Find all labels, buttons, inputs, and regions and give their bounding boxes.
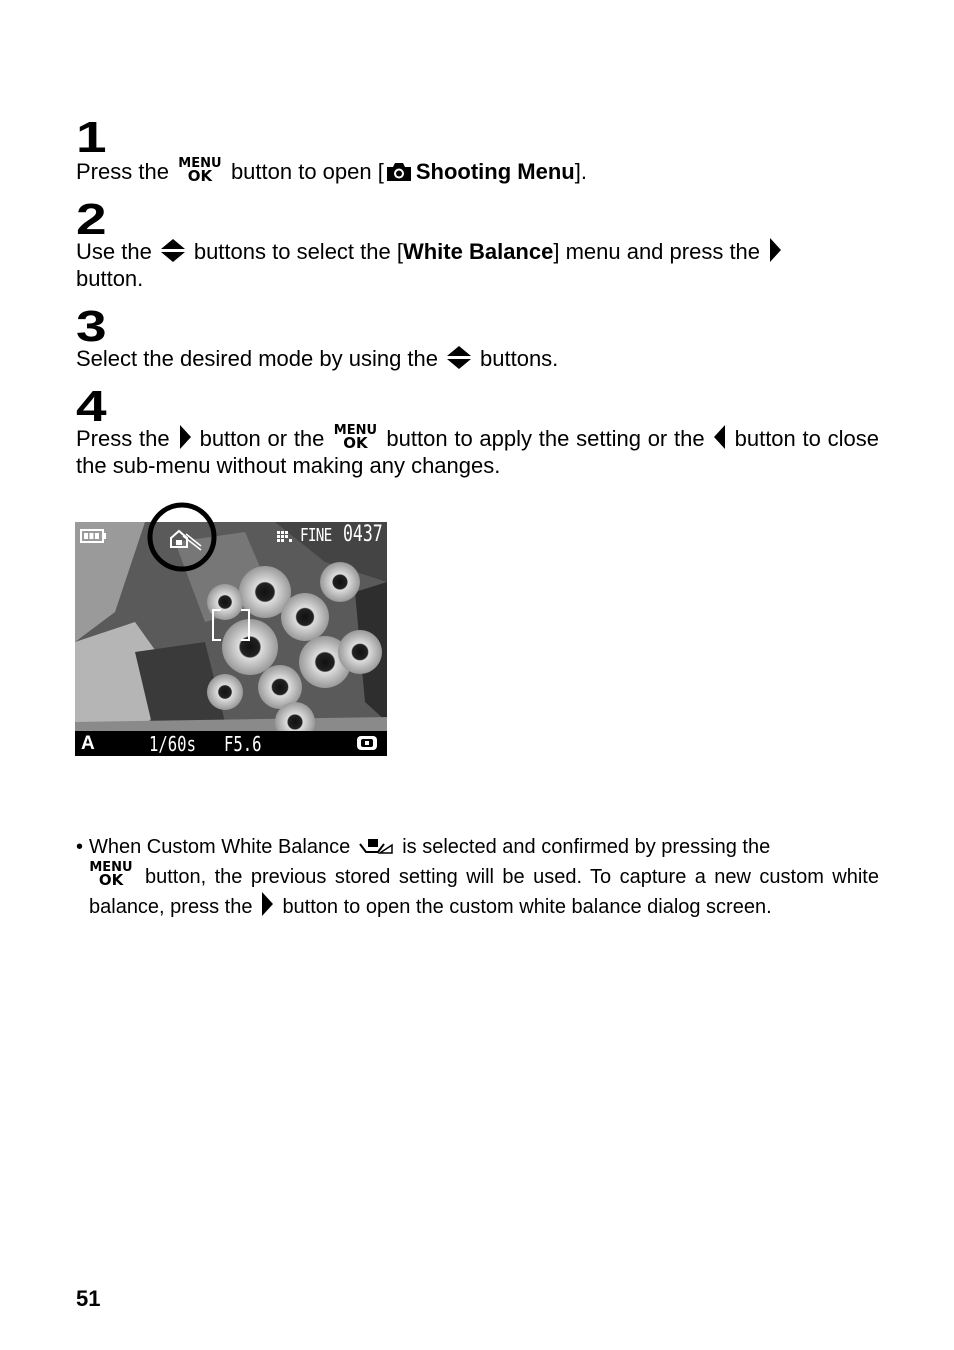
up-down-arrows-icon <box>160 238 186 262</box>
step-number-3: 3 <box>76 302 107 351</box>
right-arrow-icon <box>178 425 192 449</box>
menu-ok-button-icon: MENU OK <box>333 423 378 452</box>
metering-icon <box>357 736 377 750</box>
custom-white-balance-icon <box>358 836 394 856</box>
step-2-part: button. <box>76 266 144 291</box>
right-arrow-icon <box>768 238 782 262</box>
step-1-part: Press the <box>76 159 169 184</box>
page-number: 51 <box>76 1286 101 1311</box>
highlight-circle <box>142 497 222 577</box>
menu-ok-button-icon: MENU OK <box>178 156 222 185</box>
lcd-preview-image <box>75 522 387 756</box>
aperture-value: F5.6 <box>224 732 262 756</box>
step-text-4 <box>76 425 879 479</box>
left-arrow-icon <box>713 425 727 449</box>
step-1-part: ]. <box>574 159 587 184</box>
note-part: button to open the custom white balance dialog screen. <box>282 896 772 918</box>
step-text-2 <box>76 238 879 292</box>
bullet: • <box>76 836 84 858</box>
menu-ok-button-icon: MENU OK <box>89 860 133 889</box>
camera-lcd-screen <box>75 522 387 756</box>
camera-icon <box>386 162 412 182</box>
note-part: is selected and confirmed by pressing the <box>402 836 771 858</box>
step-2-part: buttons to select the [ <box>193 239 403 264</box>
shooting-menu-label: Shooting Menu <box>415 159 575 184</box>
step-3-part: buttons. <box>480 346 559 371</box>
note-paragraph <box>76 832 879 922</box>
shots-remaining: 0437 <box>343 522 383 547</box>
right-arrow-icon <box>260 892 274 916</box>
step-4-part: button to close the sub-menu without making any changes. <box>76 426 879 478</box>
step-number-2: 2 <box>76 195 107 244</box>
step-2-part: ] menu and press the <box>553 239 761 264</box>
step-3-part: Select the desired mode by using the <box>76 346 439 371</box>
shutter-speed: 1/60s <box>149 732 196 756</box>
white-balance-label: White Balance <box>402 239 554 264</box>
step-1-part: button to open [ <box>230 159 384 184</box>
step-4-part: button or the <box>199 426 325 451</box>
step-4-part: button to apply the setting or the <box>386 426 705 451</box>
step-number-4: 4 <box>76 382 107 431</box>
step-number-1: 1 <box>76 113 107 162</box>
note-part: When Custom White Balance <box>89 836 351 858</box>
step-4-part: Press the <box>76 426 170 451</box>
note-part: button, the previous stored setting will be used. To capture a new custom white balance, press the <box>89 866 879 918</box>
up-down-arrows-icon <box>446 345 472 369</box>
step-text-3 <box>76 345 879 372</box>
quality-indicator: FINE <box>300 525 332 546</box>
step-text-1 <box>76 158 879 185</box>
exposure-mode: A <box>81 733 95 754</box>
step-2-part: Use the <box>76 239 152 264</box>
